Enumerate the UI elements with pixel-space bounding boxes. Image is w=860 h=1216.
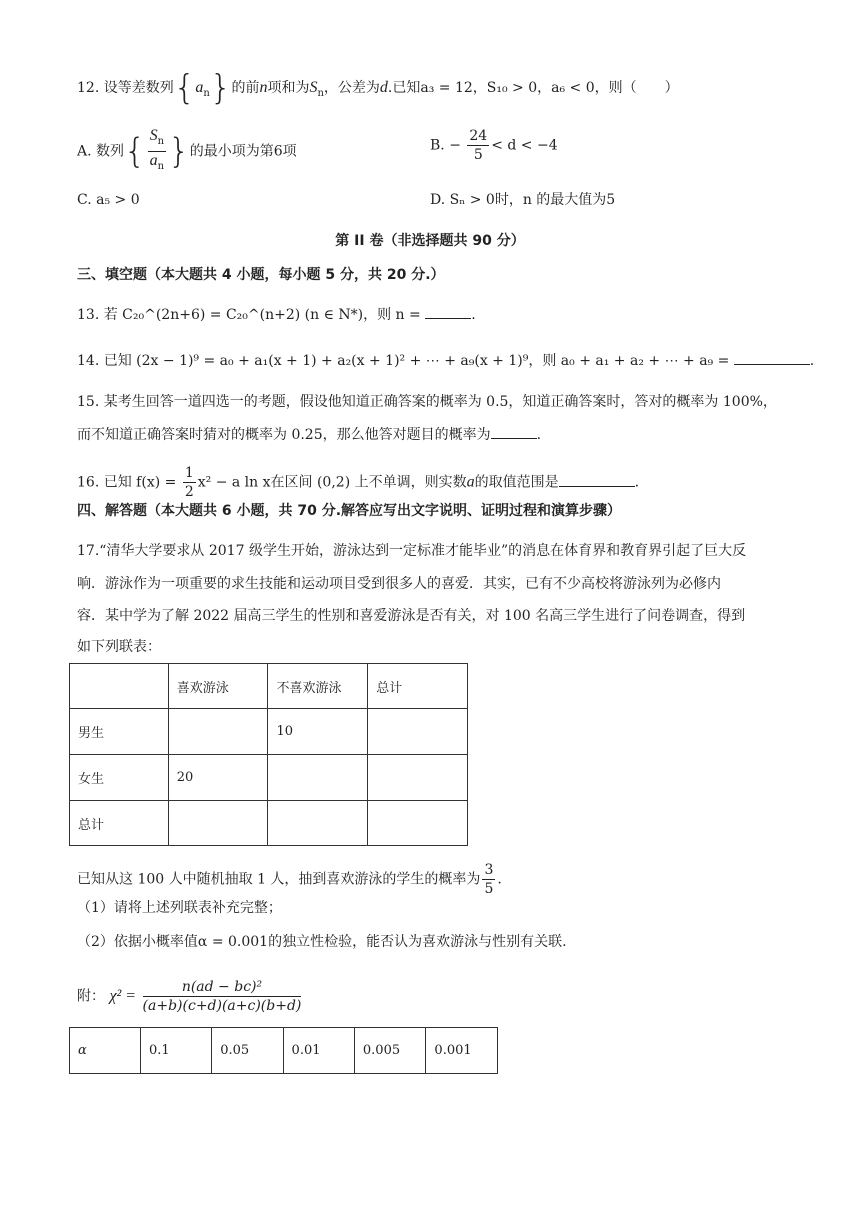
q17-sub1: （1）请将上述列联表补充完整； [77, 900, 282, 916]
table-cell [268, 755, 368, 801]
section4-title: 四、解答题（本大题共 6 小题，共 70 分.解答应写出文字说明、证明过程和演算步骤） [77, 503, 622, 519]
q16: 16. 已知 f(x) = $\frac{1}{2}$ x² − a ln x在区间 (0,2) 上不单调，则实数a的取值范围是 . [77, 465, 640, 500]
q17-line3: 容．某中学为了解 2022 届高三学生的性别和喜爱游泳是否有关，对 100 名高三学生进行了问卷调查，得到 [77, 608, 746, 624]
part2-title: 第 II 卷（非选择题共 90 分） [335, 233, 525, 249]
table-cell: 0.001 [426, 1028, 498, 1074]
table-header-cell [70, 664, 169, 709]
q15-line1: 15. 某考生回答一道四选一的考题，假设他知道正确答案的概率为 0.5，知道正确答案时，答对的概率为 100%， [77, 394, 777, 410]
table-cell [168, 801, 268, 846]
table-cell: 男生 [70, 709, 169, 755]
table-cell [368, 801, 468, 846]
table-cell [168, 709, 268, 755]
alpha-table [69, 1027, 498, 1074]
table-header-cell: 喜欢游泳 [168, 664, 268, 709]
q12-option-b: B. − $\frac{24}{5}$ < d < −4 [430, 128, 558, 163]
table-row [70, 1028, 498, 1074]
q14: 14. 已知 (2x − 1)⁹ = a₀ + a₁(x + 1) + a₂(x + 1)² + ⋯ + a₉(x + 1)⁹，则 a₀ + a₁ + a₂ + ⋯ + a₉ = . [77, 350, 814, 371]
table-cell: 0.01 [283, 1028, 354, 1074]
table-cell: 20 [168, 755, 268, 801]
table-header-cell: 不喜欢游泳 [268, 664, 368, 709]
table-cell: 10 [268, 709, 368, 755]
table-cell [368, 755, 468, 801]
table-row [70, 801, 468, 846]
q17-line2: 响．游泳作为一项重要的求生技能和运动项目受到很多人的喜爱．其实，已有不少高校将游泳列为必修内 [77, 576, 721, 592]
table-row [70, 755, 468, 801]
table-header-cell: 总计 [368, 664, 468, 709]
table-row [70, 664, 468, 709]
q17-line4: 如下列联表： [77, 639, 161, 655]
q12-option-c: C. a₅ > 0 [77, 192, 140, 208]
table-cell: 女生 [70, 755, 169, 801]
table-cell: 0.1 [140, 1028, 211, 1074]
table-cell: 0.05 [212, 1028, 283, 1074]
q17-probability-text: 已知从这 100 人中随机抽取 1 人，抽到喜欢游泳的学生的概率为 $\frac{3}{5}$ . [77, 862, 502, 897]
table-cell [368, 709, 468, 755]
table-cell [268, 801, 368, 846]
table-cell: 0.005 [354, 1028, 426, 1074]
table-row [70, 709, 468, 755]
q17-sub2: （2）依据小概率值α = 0.001的独立性检验，能否认为喜欢游泳与性别有关联. [77, 934, 567, 950]
q12-option-d: D. Sₙ > 0时，n 的最大值为5 [430, 192, 616, 208]
section3-title: 三、填空题（本大题共 4 小题，每小题 5 分，共 20 分.） [77, 267, 445, 283]
contingency-table [69, 663, 468, 846]
q12-option-a: A. 数列{ $\frac{S_n}{a_n}$ }的最小项为第6项 [77, 127, 297, 172]
q15-line2: 而不知道正确答案时猜对的概率为 0.25，那么他答对题目的概率为 . [77, 424, 541, 445]
table-cell: α [70, 1028, 141, 1074]
table-cell: 总计 [70, 801, 169, 846]
q13: 13. 若 C₂₀^(2n+6) = C₂₀^(n+2) (n ∈ N*)，则 n = . [77, 304, 476, 325]
chi-square-formula: 附： χ² = $\frac{\text{n(ad − bc)²}}{(a+b)(c+d)(a+c)(b+d)}$ [77, 979, 302, 1014]
q17-line1: 17.“清华大学要求从 2017 级学生开始，游泳达到一定标准才能毕业”的消息在体育界和教育界引起了巨大反 [77, 543, 747, 559]
q12-stem: 12. 设等差数列$\{a_n\}$的前n项和为$S_n$，公差为d.已知a₃ = 12，S₁₀ > 0，a₆ < 0，则（ ） [77, 68, 679, 108]
